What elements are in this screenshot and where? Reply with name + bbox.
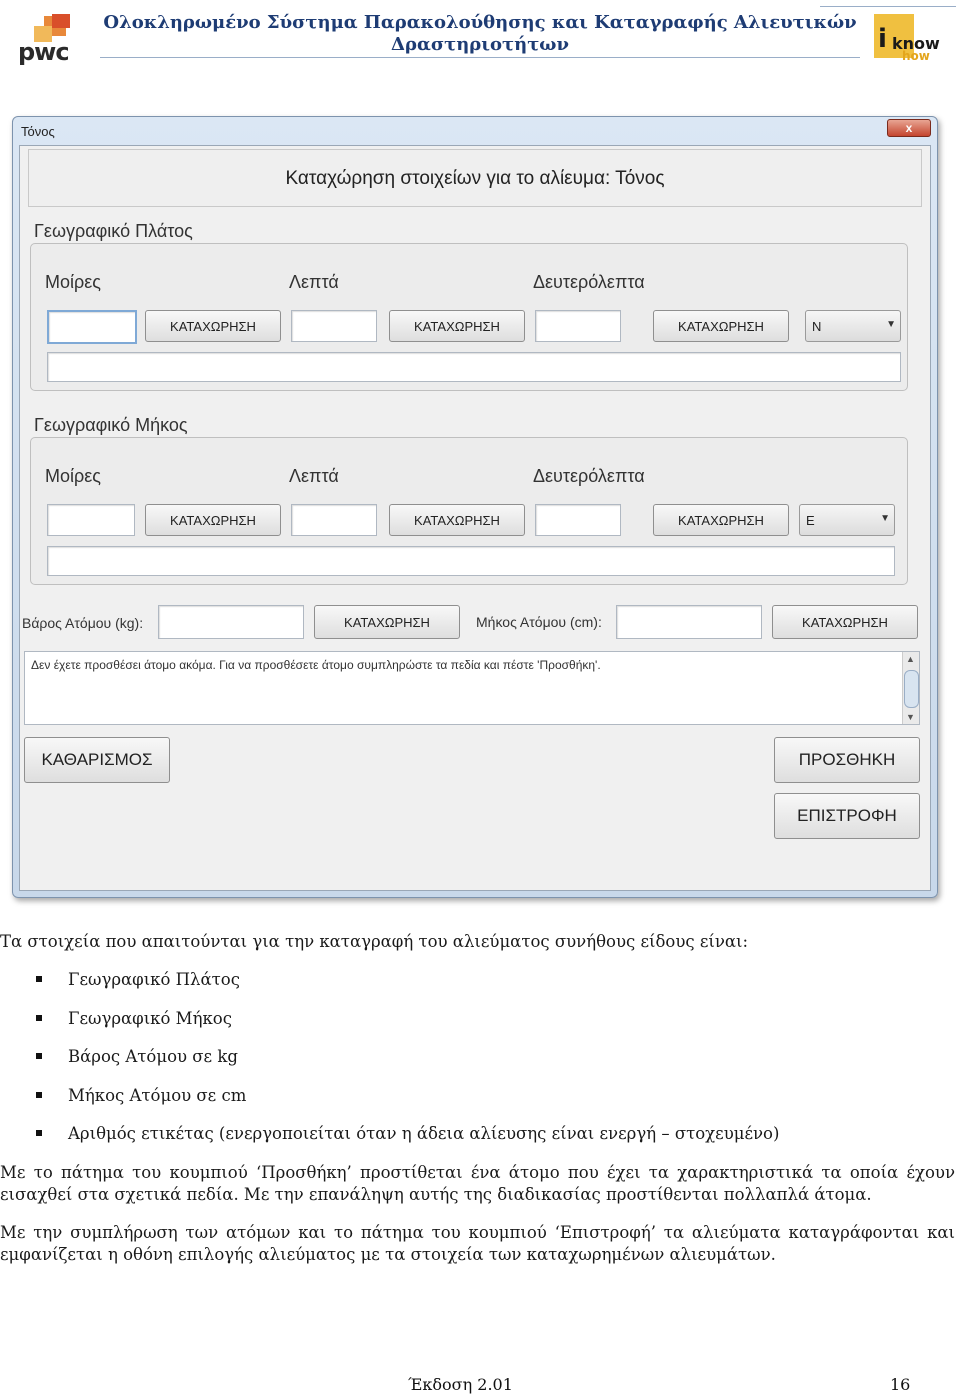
- scroll-up-icon: ▲: [906, 654, 915, 664]
- document-title: Ολοκληρωμένο Σύστημα Παρακολούθησης και Καταγραφής Αλιευτικών Δραστηριοτήτων: [103, 12, 857, 55]
- longitude-display-field[interactable]: [47, 546, 895, 576]
- longitude-degrees-input[interactable]: [47, 504, 135, 536]
- app-window: [12, 116, 938, 898]
- longitude-seconds-submit-button[interactable]: ΚΑΤΑΧΩΡΗΣΗ: [653, 504, 789, 536]
- latitude-group: [30, 243, 908, 391]
- chevron-down-icon: ▼: [880, 513, 890, 524]
- title-rule: [100, 57, 860, 58]
- longitude-minutes-label: Λεπτά: [289, 466, 339, 486]
- latitude-seconds-input[interactable]: [535, 310, 621, 342]
- scroll-down-icon: ▼: [906, 712, 915, 722]
- length-submit-button[interactable]: ΚΑΤΑΧΩΡΗΣΗ: [772, 605, 918, 639]
- pwc-logo: pwc: [14, 14, 74, 66]
- clear-button[interactable]: ΚΑΘΑΡΙΣΜΟΣ: [24, 737, 170, 783]
- longitude-group: [30, 437, 908, 585]
- window-title: Τόνος: [21, 124, 55, 139]
- longitude-degrees-submit-button[interactable]: ΚΑΤΑΧΩΡΗΣΗ: [145, 504, 281, 536]
- latitude-degrees-submit-button[interactable]: ΚΑΤΑΧΩΡΗΣΗ: [145, 310, 281, 342]
- longitude-section-label: Γεωγραφικό Μήκος: [34, 415, 188, 435]
- close-icon[interactable]: x: [887, 119, 931, 137]
- form-header: [28, 149, 922, 207]
- latitude-degrees-label: Μοίρες: [45, 272, 101, 292]
- latitude-seconds-submit-button[interactable]: ΚΑΤΑΧΩΡΗΣΗ: [653, 310, 789, 342]
- paragraph-add: Με το πάτημα του κουμπιού ‘Προσθήκη’ προστίθεται ένα άτομο που έχει τα χαρακτηριστικά τα οποία έχουν εισαχθεί στα σχετικά πεδία. Με την επανάληψη αυτής της διαδικασίας προστίθενται πολλαπλά άτομα.: [0, 1163, 955, 1204]
- longitude-seconds-label: Δευτερόλεπτα: [533, 466, 645, 486]
- latitude-minutes-submit-button[interactable]: ΚΑΤΑΧΩΡΗΣΗ: [389, 310, 525, 342]
- latitude-degrees-input[interactable]: [47, 310, 137, 344]
- footer-version: Έκδοση 2.01: [408, 1375, 513, 1394]
- intro-paragraph: Τα στοιχεία που απαιτούνται για την καταγραφή του αλιεύματος συνήθους είδους είναι:: [0, 932, 749, 951]
- longitude-direction-select[interactable]: E ▼: [799, 504, 895, 536]
- empty-list-message: Δεν έχετε προσθέσει άτομο ακόμα. Για να προσθέσετε άτομο συμπληρώστε τα πεδία και πέστε 'Προσθήκη'.: [31, 658, 601, 672]
- individuals-list[interactable]: [24, 651, 920, 725]
- window-client-area: [19, 145, 931, 891]
- list-scrollbar[interactable]: [902, 652, 919, 724]
- weight-input[interactable]: [158, 605, 304, 639]
- latitude-minutes-label: Λεπτά: [289, 272, 339, 292]
- longitude-minutes-input[interactable]: [291, 504, 377, 536]
- iknow-logo: i know how: [872, 12, 944, 64]
- scroll-thumb: [904, 670, 919, 708]
- latitude-display-field[interactable]: [47, 352, 901, 382]
- header-top-rule: [820, 6, 956, 7]
- form-heading: Καταχώρηση στοιχείων για το αλίευμα: Τόνος: [285, 168, 665, 189]
- length-input[interactable]: [616, 605, 762, 639]
- longitude-seconds-input[interactable]: [535, 504, 621, 536]
- back-button[interactable]: ΕΠΙΣΤΡΟΦΗ: [774, 793, 920, 839]
- weight-label: Βάρος Ατόμου (kg):: [22, 615, 144, 631]
- longitude-degrees-label: Μοίρες: [45, 466, 101, 486]
- longitude-minutes-submit-button[interactable]: ΚΑΤΑΧΩΡΗΣΗ: [389, 504, 525, 536]
- add-button[interactable]: ΠΡΟΣΘΗΚΗ: [774, 737, 920, 783]
- paragraph-return: Με την συμπλήρωση των ατόμων και το πάτημα του κουμπιού ‘Επιστροφή’ τα αλιεύματα καταγράφονται και εμφανίζεται η οθόνη επιλογής αλιεύματος με τα στοιχεία των καταχωρημένων αλιευμάτων.: [0, 1223, 955, 1264]
- latitude-seconds-label: Δευτερόλεπτα: [533, 272, 645, 292]
- weight-submit-button[interactable]: ΚΑΤΑΧΩΡΗΣΗ: [314, 605, 460, 639]
- latitude-minutes-input[interactable]: [291, 310, 377, 342]
- page-number: 16: [890, 1375, 911, 1394]
- length-label: Μήκος Ατόμου (cm):: [476, 614, 602, 630]
- chevron-down-icon: ▼: [886, 319, 896, 330]
- latitude-section-label: Γεωγραφικό Πλάτος: [34, 221, 193, 241]
- latitude-direction-select[interactable]: N ▼: [805, 310, 901, 342]
